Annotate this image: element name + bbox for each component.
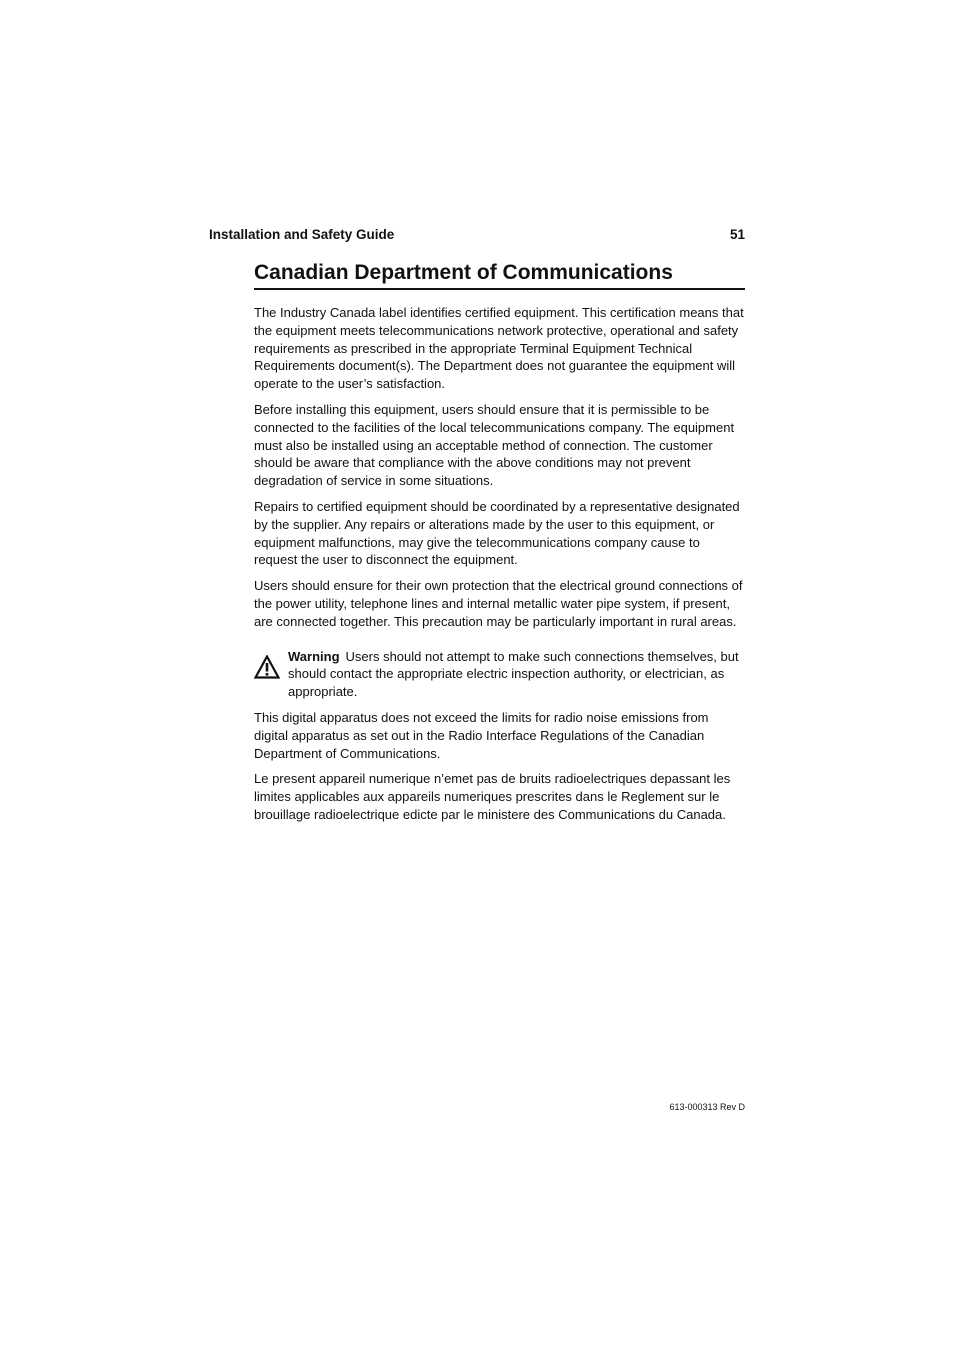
warning-label: Warning: [288, 648, 340, 664]
warning-triangle-icon: [254, 655, 280, 679]
paragraph-repairs: Repairs to certified equipment should be coordinated by a representative designated by the supplier. Any repairs or alterations made by the user to this equipment, or equipment malfunctions, may give the telecommunications company cause to request the user to disconnect the equipment.: [254, 498, 740, 568]
paragraph-certification: The Industry Canada label identifies certified equipment. This certification means that the equipment meets telecommunications network protective, operational and safety requirements as prescribed in the appropriate Terminal Equipment Technical Requirements document(s). The Department does not guarantee the equipment will operate to the user’s satisfaction.: [254, 305, 744, 392]
paragraph-installation: Before installing this equipment, users should ensure that it is permissible to be connected to the facilities of the local telecommunications company. The equipment must also be installed using an acceptable method of connection. The customer should be aware that compliance with the above conditions may not prevent degradation of service in some situations.: [254, 401, 735, 489]
page-content: [254, 258, 745, 832]
section-title: Canadian Department of Communications: [254, 258, 745, 290]
body-text: [254, 304, 745, 824]
page-number: 51: [729, 227, 745, 242]
warning-text: [288, 648, 745, 701]
paragraph-grounding: Users should ensure for their own protection that the electrical ground connections of the power utility, telephone lines and internal metallic water pipe system, if present, are connected together. This precaution may be particularly important in rural areas.: [254, 578, 743, 629]
warning-body: Users should not attempt to make such connections themselves, but should contact the appropriate electric inspection authority, or electrician, as appropriate.: [288, 648, 739, 700]
paragraph-radio-noise: This digital apparatus does not exceed the limits for radio noise emissions from digital apparatus as set out in the Radio Interface Regulations of the Canadian Department of Communications.: [254, 709, 709, 761]
warning-note: [254, 648, 745, 701]
document-number: 613-000313 Rev D: [669, 1102, 745, 1112]
guide-title: Installation and Safety Guide: [209, 227, 395, 242]
paragraph-radio-noise-french: Le present appareil numerique n’emet pas de bruits radioelectriques depassant les limites applicables aux appareils numeriques prescrites dans le Reglement sur le brouillage radioelectrique edicte par le ministere des Communications du Canada.: [254, 771, 731, 822]
running-header: [209, 227, 745, 242]
